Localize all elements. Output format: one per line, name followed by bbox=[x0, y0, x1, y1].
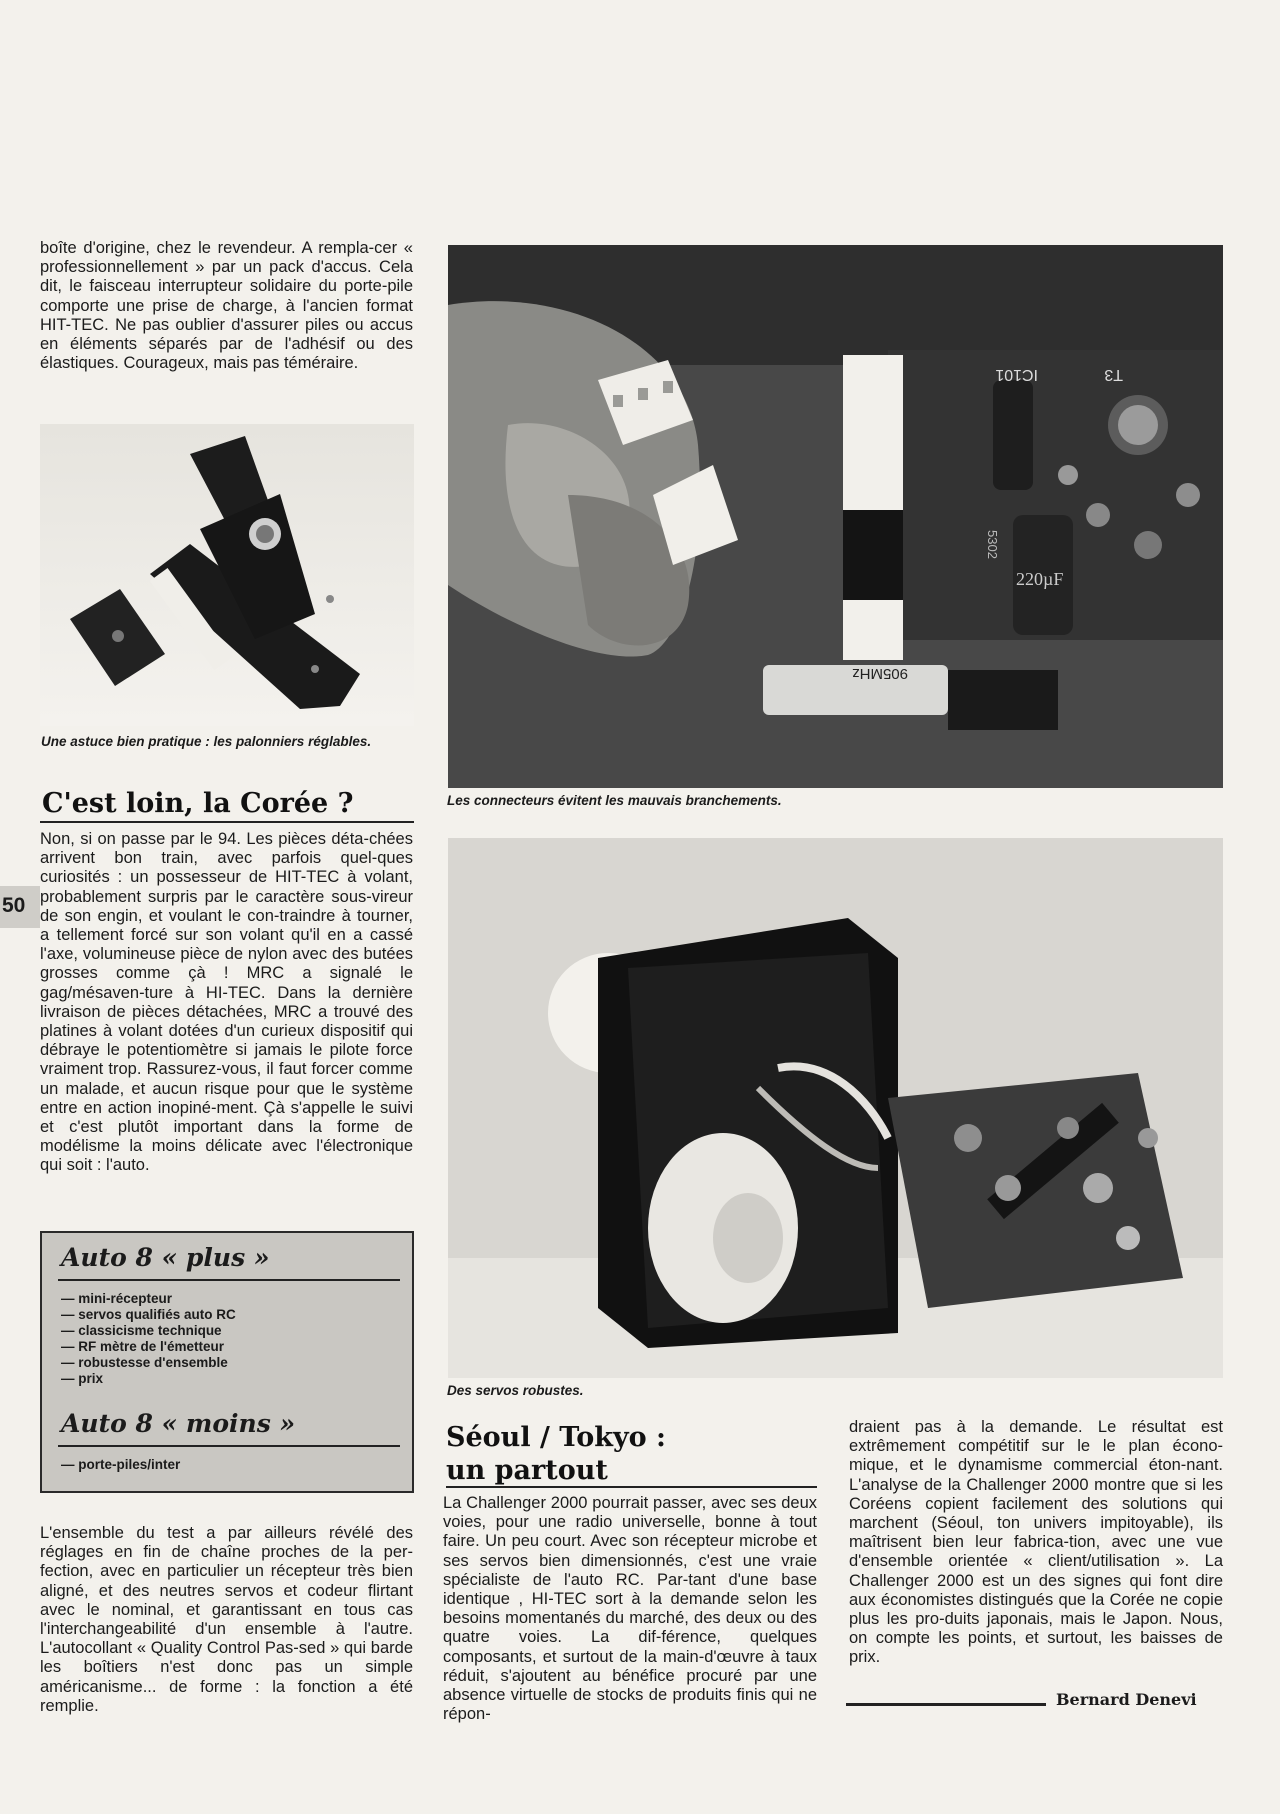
heading-coree: C'est loin, la Corée ? bbox=[42, 788, 354, 819]
author-signature: Bernard Denevi bbox=[1056, 1690, 1197, 1709]
box-moins-list bbox=[61, 1457, 180, 1473]
heading-rule-seoul bbox=[446, 1486, 817, 1488]
coree-paragraph: Non, si on passe par le 94. Les pièces déta-chées arrivent bon train, avec parfois quel-ques curiosités : un possesseur de HIT-TEC à volant, probablement surpris par le caractère sous-vireur de son engin, et voulant le con-traindre à tourner, a tellement forcé sur son volant qu'il en a cassé l'axe, volumineuse pièce de nylon avec des butées grosses comme çà ! MRC a signalé le gag/mésaven-ture à HI-TEC. Dans la dernière livraison de pièces détachées, MRC a trouvé des platines à volant dotées d'un curieux dispositif qui débraye le potentiomètre si jamais le pilote force vraiment trop. Rassurez-vous, il faut forcer comme un malade, et aucun risque pour que le système entre en action inopiné-ment. Çà s'appelle le suivi et c'est plutôt important dans la forme de modélisme la moins délicate avec l'électronique qui soit : l'auto. bbox=[40, 830, 413, 1175]
seoul-paragraph-col1: La Challenger 2000 pourrait passer, avec ses deux voies, pour une radio universelle, bonne à tout faire. Un peu court. Avec son récepteur microbe et ses servos bien dimensionnés, c'est une vraie spécialiste de l'auto RC. Par-tant d'une base identique , HI-TEC sort à la demande selon les besoins momentanés du marché, des deux ou des quatre voies. La dif-férence, quelques composants, et surtout de la main-d'œuvre à taux réduit, s'ajoutent au bénéfice procuré par une absence virtuelle de stocks de produits finis qui ne répon- bbox=[443, 1494, 817, 1724]
box-plus-rule bbox=[58, 1279, 400, 1281]
intro-paragraph: boîte d'origine, chez le revendeur. A rempla-cer « professionnellement » par un pack d'accus. Cela dit, le faisceau interrupteur solidaire du porte-pile comporte une prise de charge, à l'ancien format HIT-TEC. Ne pas oublier d'assurer piles ou accus en éléments séparés par de l'adhésif ou des élastiques. Courageux, mais pas téméraire. bbox=[40, 239, 413, 373]
heading-seoul-line1: Séoul / Tokyo : bbox=[446, 1422, 667, 1453]
box-plus-item: — classicisme technique bbox=[61, 1323, 222, 1338]
photo-label-ic101: IC101 bbox=[995, 366, 1038, 383]
box-moins-title: Auto 8 « moins » bbox=[61, 1409, 296, 1438]
photo-servo bbox=[448, 838, 1223, 1378]
plus-moins-box bbox=[40, 1231, 414, 1493]
box-plus-item: — prix bbox=[61, 1371, 104, 1386]
photo-connectors bbox=[448, 245, 1223, 788]
box-plus-item: — robustesse d'ensemble bbox=[61, 1355, 228, 1370]
photo-servo-horns bbox=[40, 424, 414, 726]
box-moins-rule bbox=[58, 1445, 400, 1447]
photo-label-t3: T3 bbox=[1104, 366, 1123, 383]
heading-seoul-line2: un partout bbox=[446, 1455, 608, 1486]
photo-label-cap: 220µF bbox=[1016, 569, 1064, 589]
box-plus-list bbox=[61, 1291, 236, 1387]
caption-connecteurs: Les connecteurs évitent les mauvais branchements. bbox=[447, 793, 782, 808]
heading-rule-coree bbox=[40, 821, 414, 823]
heading-seoul bbox=[446, 1421, 666, 1487]
photo-label-cap2: 5302 bbox=[985, 530, 1000, 559]
caption-servos: Des servos robustes. bbox=[447, 1383, 584, 1398]
box-plus-item: — mini-récepteur bbox=[61, 1291, 173, 1306]
box-plus-title: Auto 8 « plus » bbox=[61, 1243, 270, 1272]
caption-palonniers: Une astuce bien pratique : les palonniers réglables. bbox=[41, 734, 372, 749]
box-moins-item: — porte-piles/inter bbox=[61, 1457, 181, 1472]
conclusion-paragraph: L'ensemble du test a par ailleurs révélé des réglages en fin de chaîne proches de la per-fection, avec en particulier un récepteur très bien aligné, et des neutres servos et codeur flirtant avec le nominal, et garantissant en tous cas l'interchangeabilité d'un ensemble à l'autre. L'autocollant « Quality Control Pas-sed » qui barde les boîtiers n'est donc pas un simple américanisme... de forme : la fonction a été remplie. bbox=[40, 1524, 413, 1715]
signature-rule bbox=[846, 1703, 1046, 1706]
box-plus-item: — servos qualifiés auto RC bbox=[61, 1307, 236, 1322]
photo-label-crystal: 905MHz bbox=[852, 665, 908, 682]
page-number: 50 bbox=[2, 894, 26, 917]
box-plus-item: — RF mètre de l'émetteur bbox=[61, 1339, 225, 1354]
seoul-paragraph-col2: draient pas à la demande. Le résultat est extrêmement compétitif sur le le plan écono-mique, et le dynamisme commercial éton-nant. L'analyse de la Challenger 2000 montre que si les Coréens copient facilement des solutions qui marchent (Séoul, ton univers impitoyable), ils maîtrisent bien leur fabrica-tion, avec une vue d'ensemble orientée « client/utilisation ». La Challenger 2000 est un des signes qui font dire aux économistes distingués que la Corée ne copie plus les pro-duits japonais, mais le Japon. Nous, on compte les points, et surtout, les baisses de prix. bbox=[849, 1418, 1223, 1667]
